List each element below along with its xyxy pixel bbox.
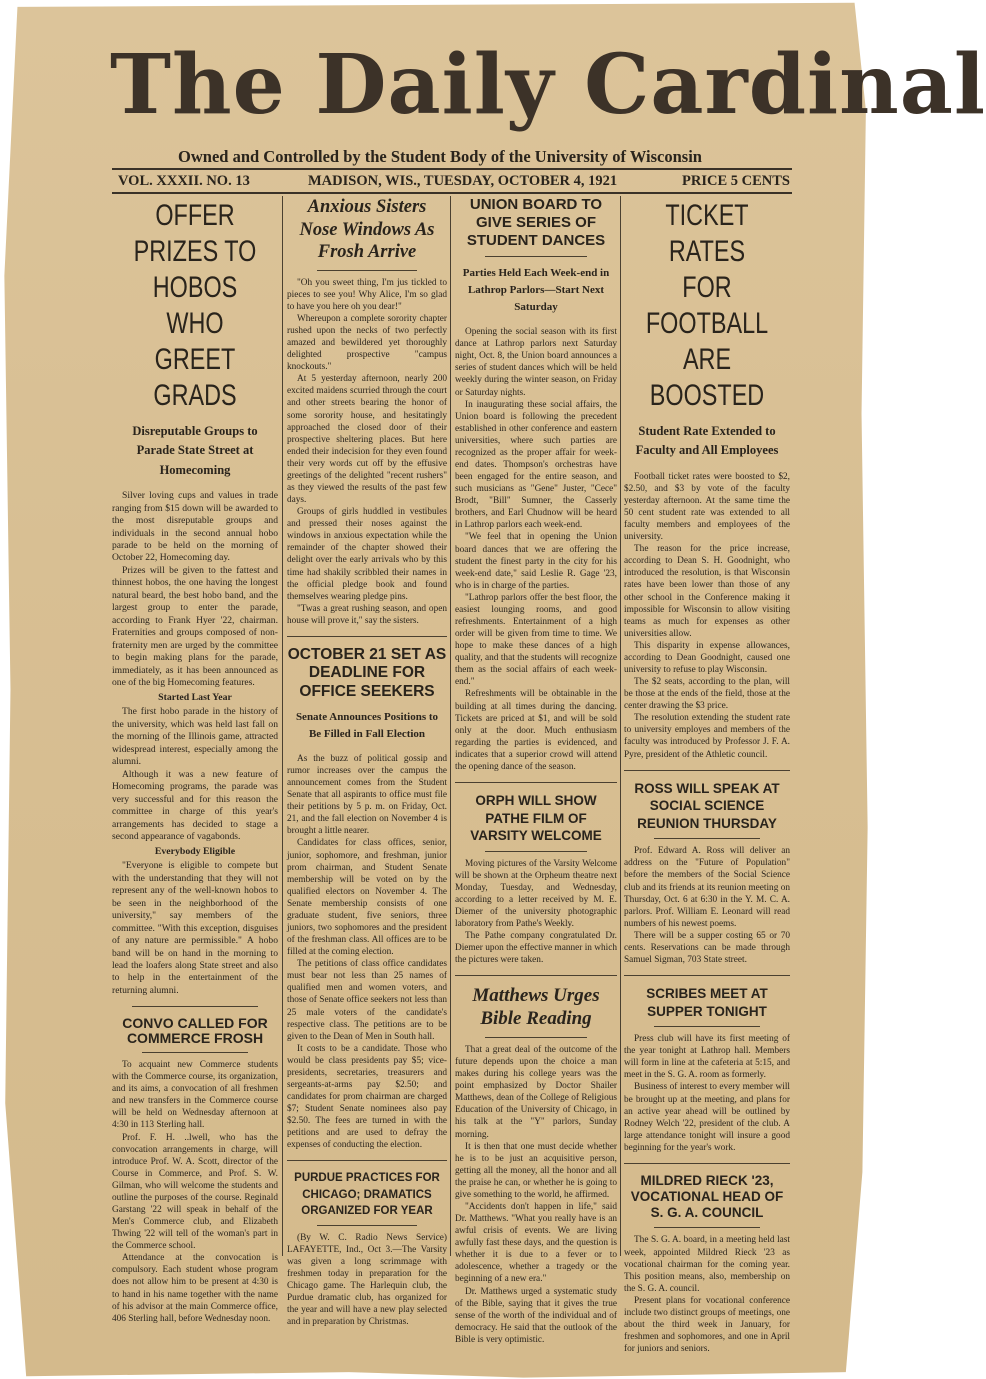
- column-divider: [282, 196, 283, 1256]
- headline-ross: ROSS WILL SPEAK AT SOCIAL SCIENCE REUNION THURSDAY: [634, 780, 780, 831]
- column-divider: [450, 196, 451, 1256]
- price: PRICE 5 CENTS: [682, 173, 790, 189]
- article-union-board: Opening the social season with its first dance at Lathrop parlors next Saturday night, Oct. 8, the Union board announces a series of student dances which will be held weekly during the winter season, on Friday or Saturday nights. In inaugurating these social affairs, the Union board is following the precedent established in other conference and eastern universities, where such parties are recognized as the proper affair for week-end dates. Thompson's orchestras have been engaged for the entire season, and such musicians as "Gene" Juster, "Cece" Brodt, "Bill" Sumner, the Casserly brothers, and Earl Chudnow will be heard in Lathrop parlors each week-end. "We feel that in opening the Union board dances that we are offering the student the finest party in the city for his week-end date," said Leslie R. Gage '23, who is in charge of the parties. "Lathrop parlors offer the best floor, the easiest lounging rooms, and good refreshments. Entertainment of a high order will be given from time to time. We hope to make these dances of a high quality, and that the students will recognize them as the social affairs of each week-end." Refreshments will be obtainable in the building at all times during the dancing. Tickets are priced at $1, and will be sold only at the door. Much enthusiasm regarding the parties is evidenced, and indicates that a superior crowd will attend the opening dance of the season.: [455, 327, 617, 772]
- article-orph: Moving pictures of the Varsity Welcome will be shown at the Orpheum theatre next Monday, Tuesday, and Wednesday, according to a letter received by M. E. Diemer of the university photographic laboratory from Pathe's Weekly. The Pathe company congratulated Dr. Diemer upon the effective manner in which the pictures were taken.: [455, 858, 617, 966]
- article-purdue: (By W. C. Radio News Service) LAFAYETTE, Ind., Oct 3.—The Varsity was given a long scrimmage with freshmen today in preparation for the Chicago game. The Harlequin club, the Purdue dramatic club, has organized for the year and will have a new play selected and in preparation by Christmas.: [287, 1232, 447, 1328]
- masthead-title: The Daily Cardinal: [110, 37, 986, 133]
- article-separator: [624, 1163, 790, 1164]
- headline-union-board: UNION BOARD TO GIVE SERIES OF STUDENT DANCES: [466, 196, 606, 249]
- column-3: [455, 196, 617, 1345]
- article-separator: [455, 975, 617, 976]
- headline-orph: ORPH WILL SHOW PATHE FILM OF VARSITY WELCOME: [470, 793, 602, 844]
- column-divider: [620, 196, 621, 1256]
- article-scribes: Press club will have its first meeting of the year tonight at Lathrop hall. Members will form in line at the cafeteria at 5:15, and meet in the S. G. A. room as formerly. Business of interest to every member will be brought up at the meeting, and plans for an active year ahead will be outlined by Rodney Welch '22, president of the club. A large attendance tonight will insure a good beginning for the year's work.: [624, 1034, 790, 1153]
- issue-date: MADISON, WIS., TUESDAY, OCTOBER 4, 1921: [308, 173, 618, 189]
- headline-convo: CONVO CALLED FOR COMMERCE FROSH: [122, 1015, 268, 1047]
- article-rieck: The S. G. A. board, in a meeting held last week, appointed Mildred Rieck '23 as vocational chairman for the coming year. This position means, also, membership on the S. G. A. council. Present plans for vocational conference include two distinct groups of meetings, one about the third week in January, for freshmen and sophomores, and one in April for juniors and seniors.: [624, 1235, 790, 1355]
- headline-matthews: Matthews Urges Bible Reading: [472, 985, 600, 1030]
- headline-separator: [654, 1026, 760, 1027]
- headline-purdue: PURDUE PRACTICES FOR CHICAGO; DRAMATICS ORGANIZED FOR YEAR: [294, 1172, 440, 1217]
- column-4: [624, 196, 790, 1355]
- deck-ticket-rates: Student Rate Extended to Faculty and All Employees: [635, 424, 779, 458]
- headline-separator: [485, 851, 587, 852]
- headline-separator: [142, 1052, 248, 1053]
- article-separator: [624, 975, 790, 976]
- article-ticket-rates: Football ticket rates were boosted to $2, $2.50, and $3 by vote of the faculty yesterday afternoon. At the same time the 50 cent student rate was extended to all faculty members and employees of the university. The reason for the price increase, according to Dean S. H. Goodnight, who introduced the resolution, is that Wisconsin rates have been lower than those of any other school in the Conference making it impossible for Wisconsin to allow visiting teams as much for expenses as other universities allow. This disparity in expense allowances, according to Dean Goodnight, caused one university to refuse to play Wisconsin. The $2 seats, according to the plan, will be those at the ends of the field, those at the center drawing the $3 price. The resolution extending the student rate to university employes and members of the faculty was introduced by Professor J. F. A. Pyre, president of the Athletic council.: [624, 471, 790, 760]
- article-separator: [287, 1160, 447, 1161]
- headline-separator: [485, 256, 587, 257]
- headline-anxious-sisters: Anxious Sisters Nose Windows As Frosh Arrive: [299, 197, 435, 263]
- article-separator: [287, 636, 447, 637]
- headline-separator: [485, 1037, 587, 1038]
- article-hobo-prizes: Silver loving cups and values in trade ranging from $15 down will be awarded to the most disreputable groups and individuals in the second annual hobo parade to be held on the morning of October 22, Homecoming day. Prizes will be given to the fattest and thinnest hobos, the one having the longest natural beard, the best hobo band, and the largest group to enter the parade, according to Frank Hyer '22, chairman. Fraternities and groups composed of non-fraternity men are urged by the committee to begin making plans for the parade, immediately, as it has been announced as one of the big Homecoming features. Started Last Year The first hobo parade in the history of the university, which was held last fall on the morning of the Illinois game, attracted widespread interest, especially among the alumni. Although it was a new feature of Homecoming programs, the parade was very successful and for this reason the committee in charge of this year's arrangements has decided to stage a second appearance of vagabonds. Everybody Eligible "Everyone is eligible to compete but with the understanding that they will not represent any of the well-known hobos to be seen in the neighborhood of the university," say members of the committee. "With this exception, disguises of any nature are permissible." A hobo band will be on hand in the morning to lead the loafers along State street and also to help in the entertainment of the returning alumni.: [112, 490, 278, 996]
- article-convo: To acquaint new Commerce students with the Commerce course, its organization, and its aims, a convocation of all freshmen and new transfers in the Commerce course will be held on Wednesday afternoon at 4:30 in 113 Sterling hall. Prof. F. H. ..lwell, who has the convocation arrangements in charge, will introduce Prof. W. A. Scott, director of the Course in Commerce, and Prof. S. W. Gilman, who will welcome the students and outline the purposes of the course. Reginald Garstang '22 will speak in behalf of the Men's Commerce club, and Elizabeth Thwing '22 will tell of the woman's part in the Commerce school. Attendance at the convocation is compulsory. Each student whose program does not allow him to be present at 4:30 is to hand in his name together with the name of his advisor at the main Commerce office, 406 Sterling hall, before Wednesday noon.: [112, 1060, 278, 1324]
- subhead-everybody-eligible: Everybody Eligible: [154, 845, 236, 857]
- headline-separator: [317, 270, 417, 271]
- headline-separator: [317, 1225, 417, 1226]
- article-separator: [624, 770, 790, 771]
- headline-ticket-rates: TICKET RATES FOR FOOTBALL ARE BOOSTED: [645, 199, 769, 412]
- deck-union-board: Parties Held Each Week-end in Lathrop Parlors—Start Next Saturday: [462, 267, 610, 314]
- headline-separator: [654, 1227, 760, 1228]
- deck-deadline: Senate Announces Positions to Be Filled in Fall Election: [295, 710, 439, 740]
- article-separator: [455, 782, 617, 783]
- article-anxious-sisters: "Oh you sweet thing, I'm jus tickled to pieces to see you! Why Alice, I'm so glad to have you here oh you dear!" Whereupon a complete sorority chapter rushed upon the necks of two perfectly amazed and bewildered yet thoroughly delighted prospective "campus knockouts." At 5 yesterday afternoon, nearly 200 excited maidens scurried through the court and other streets bearing the honor of some sorority house, and hesitatingly approached the closed door of their prospective sheltering places. But here ended their indecision for they even found their very words cut off by the effusive greetings of the delighted "recent rushers" as they viewed the results of the past few days. Groups of girls huddled in vestibules and pressed their noses against the windows in anxious expectation while the remainder of the chapter showed their delight over the early arrivals who by this time had shakily scribbled their names in the official pledge book and found themselves wearing pledge pins. "Twas a great rushing season, and open house will prove it," say the sisters.: [287, 277, 447, 626]
- headline-rieck: MILDRED RIECK '23, VOCATIONAL HEAD OF S. G. A. COUNCIL: [630, 1172, 784, 1221]
- headline-deadline: OCTOBER 21 SET AS DEADLINE FOR OFFICE SEEKERS: [287, 645, 447, 700]
- headline-hobo-prizes: OFFER PRIZES TO HOBOS WHO GREET GRADS: [133, 199, 257, 412]
- masthead-subtitle: Owned and Controlled by the Student Body of the University of Wisconsin: [178, 147, 702, 166]
- subhead-started-last-year: Started Last Year: [158, 691, 232, 703]
- deck-hobo-prizes: Disreputable Groups to Parade State Street at Homecoming: [132, 424, 258, 477]
- headline-separator: [654, 838, 760, 839]
- article-ross: Prof. Edward A. Ross will deliver an address on the "Future of Population" before the members of the Social Science club and its friends at its reunion meeting on Thursday, Oct. 6 at 6:30 in the Y. M. C. A. parlors. Prof. William E. Leonard will read numbers of his newest poems. There will be a supper costing 65 or 70 cents. Reservations can be made through Samuel Sigman, 703 State street.: [624, 846, 790, 965]
- article-separator: [132, 1006, 258, 1007]
- article-deadline: As the buzz of political gossip and rumor increases over the campus the announcement comes from the Student Senate that all aspirants to office must file their petitions by 5 p. m. on Friday, Oct. 21, and the fall election on November 4 is brought a little nearer. Candidates for class offices, senior, junior, sophomore, and freshman, junior prom chairman, and Student Senate membership will be voted on by the qualified electors on November 4. The Senate membership consists of one graduate student, five seniors, three juniors, two sophomores and the president of the freshman class. All offices are to be filled at the coming election. The petitions of class office candidates must bear not less than 25 names of qualified men and women voters, and those of Senate office seekers not less than 25 male voters of the candidate's respective class. The petitions are to be given to the Dean of Men in South hall. It costs to be a candidate. Those who would be class presidents pay $5; vice-presidents, secretaries, treasurers and sergeants-at-arms pay $2.50; and candidates for prom chairman are charged $7; Student Senate nominees also pay $2.50. The fees are turned in with the petitions and are used to defray the expenses of conducting the election.: [287, 753, 447, 1151]
- headline-scribes: SCRIBES MEET AT SUPPER TONIGHT: [646, 986, 768, 1019]
- top-rule: [112, 168, 792, 170]
- dateline-rule: [112, 192, 792, 194]
- column-2: [287, 196, 447, 1328]
- volume-number: VOL. XXXII. NO. 13: [118, 173, 250, 189]
- article-matthews: That a great deal of the outcome of the future depends upon the choice a man makes during his college years was the point emphasized by Doctor Shailer Matthews, dean of the College of Religious Education of the University of Chicago, in his talk at the "Y" parlors, Sunday morning. It is then that one must decide whether he is to be just an acquisitive person, getting all the money, all the honor and all the praise he can, or whether he is going to give something to the world, he affirmed. "Accidents don't happen in life," said Dr. Matthews. "What you really have is an awful crisis of events. We are living awfully fast these days, and the question is whether it is due to a fever or to adolescence, whether a tragedy or the beginning of a new era." Dr. Matthews urged a systematic study of the Bible, saying that it gives the true sense of the worth of the individual and of democracy. He said that the outlook of the Bible is very optimistic.: [455, 1044, 617, 1345]
- column-1: [112, 196, 278, 1324]
